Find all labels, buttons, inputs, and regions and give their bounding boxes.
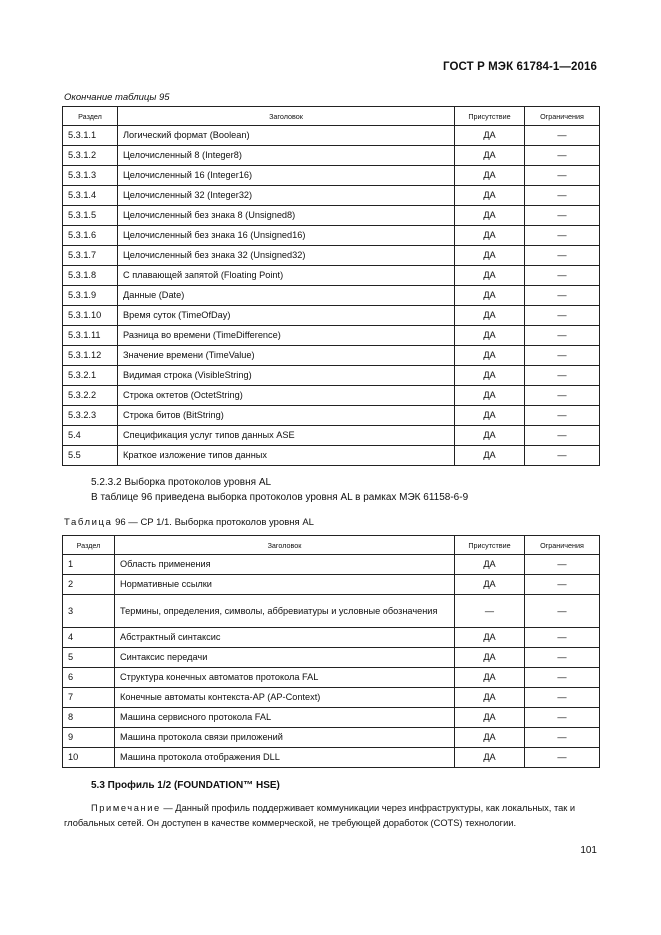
cell-title: Строка битов (BitString) bbox=[118, 406, 455, 426]
table-row bbox=[63, 206, 600, 226]
table-row bbox=[63, 406, 600, 426]
table-row bbox=[63, 426, 600, 446]
cell-presence: ДА bbox=[455, 146, 525, 166]
cell-title: Абстрактный синтаксис bbox=[115, 628, 455, 648]
cell-restrictions: — bbox=[525, 688, 600, 708]
cell-title: Видимая строка (VisibleString) bbox=[118, 366, 455, 386]
column-header-section: Раздел bbox=[63, 107, 118, 126]
cell-section: 5.3.2.1 bbox=[63, 366, 118, 386]
table-row bbox=[63, 595, 600, 628]
document-code-header: ГОСТ Р МЭК 61784-1—2016 bbox=[443, 61, 597, 73]
table-row bbox=[63, 628, 600, 648]
cell-section: 5.3.1.10 bbox=[63, 306, 118, 326]
cell-title: Время суток (TimeOfDay) bbox=[118, 306, 455, 326]
cell-restrictions: — bbox=[525, 226, 600, 246]
cell-section: 7 bbox=[63, 688, 115, 708]
table-row bbox=[63, 266, 600, 286]
cell-title: Нормативные ссылки bbox=[115, 575, 455, 595]
table-row bbox=[63, 648, 600, 668]
cell-title: Значение времени (TimeValue) bbox=[118, 346, 455, 366]
note-text: — Данный профиль поддерживает коммуникации через инфраструктуры, как локальных, так и глобальных сетей. Он доступен в качестве коммерческой, не требующей доработок (COTS) технологии. bbox=[64, 803, 576, 828]
note-label: Примечание bbox=[91, 803, 161, 813]
table-row bbox=[63, 366, 600, 386]
cell-restrictions: — bbox=[525, 668, 600, 688]
cell-section: 4 bbox=[63, 628, 115, 648]
cell-presence: ДА bbox=[455, 246, 525, 266]
cell-presence: ДА bbox=[455, 286, 525, 306]
cell-restrictions: — bbox=[525, 146, 600, 166]
cell-restrictions: — bbox=[525, 206, 600, 226]
cell-section: 2 bbox=[63, 575, 115, 595]
cell-restrictions: — bbox=[525, 446, 600, 466]
page-number: 101 bbox=[580, 845, 597, 856]
table-95-header-row bbox=[63, 107, 600, 126]
cell-restrictions: — bbox=[525, 628, 600, 648]
subsection-text: В таблице 96 приведена выборка протоколов уровня AL в рамках МЭК 61158-6-9 bbox=[91, 492, 469, 503]
cell-section: 5.3.1.9 bbox=[63, 286, 118, 306]
cell-section: 5.3.1.6 bbox=[63, 226, 118, 246]
table-96-caption-text: 96 — CP 1/1. Выборка протоколов уровня AL bbox=[112, 517, 314, 528]
cell-presence: ДА bbox=[455, 708, 525, 728]
table-row bbox=[63, 446, 600, 466]
cell-section: 10 bbox=[63, 748, 115, 768]
table-row bbox=[63, 555, 600, 575]
cell-section: 5.3.1.11 bbox=[63, 326, 118, 346]
column-header-section: Раздел bbox=[63, 536, 115, 555]
column-header-title: Заголовок bbox=[115, 536, 455, 555]
cell-restrictions: — bbox=[525, 555, 600, 575]
table-row bbox=[63, 226, 600, 246]
cell-presence: ДА bbox=[455, 386, 525, 406]
cell-section: 5.3.1.12 bbox=[63, 346, 118, 366]
cell-presence: ДА bbox=[455, 406, 525, 426]
cell-section: 5.3.1.7 bbox=[63, 246, 118, 266]
cell-presence: ДА bbox=[455, 206, 525, 226]
cell-restrictions: — bbox=[525, 346, 600, 366]
cell-title: Целочисленный без знака 16 (Unsigned16) bbox=[118, 226, 455, 246]
note-paragraph bbox=[64, 801, 599, 831]
cell-presence: ДА bbox=[455, 728, 525, 748]
cell-title: Целочисленный 32 (Integer32) bbox=[118, 186, 455, 206]
cell-restrictions: — bbox=[525, 386, 600, 406]
cell-restrictions: — bbox=[525, 366, 600, 386]
cell-title: Данные (Date) bbox=[118, 286, 455, 306]
table-row bbox=[63, 186, 600, 206]
cell-restrictions: — bbox=[525, 326, 600, 346]
table-row bbox=[63, 575, 600, 595]
cell-restrictions: — bbox=[525, 595, 600, 628]
cell-presence: ДА bbox=[455, 688, 525, 708]
table-row bbox=[63, 126, 600, 146]
cell-section: 9 bbox=[63, 728, 115, 748]
cell-presence: ДА bbox=[455, 266, 525, 286]
column-header-presence: Присутствие bbox=[455, 536, 525, 555]
cell-title: Целочисленный 8 (Integer8) bbox=[118, 146, 455, 166]
cell-restrictions: — bbox=[525, 748, 600, 768]
cell-title: Целочисленный 16 (Integer16) bbox=[118, 166, 455, 186]
subsection-heading-5-2-3-2: 5.2.3.2 Выборка протоколов уровня AL bbox=[91, 477, 272, 488]
cell-restrictions: — bbox=[525, 166, 600, 186]
cell-title: Машина протокола связи приложений bbox=[115, 728, 455, 748]
column-header-title: Заголовок bbox=[118, 107, 455, 126]
cell-section: 5 bbox=[63, 648, 115, 668]
cell-title: Конечные автоматы контекста-AP (AP-Context) bbox=[115, 688, 455, 708]
cell-title: Синтаксис передачи bbox=[115, 648, 455, 668]
cell-presence: — bbox=[455, 595, 525, 628]
cell-presence: ДА bbox=[455, 668, 525, 688]
table-row bbox=[63, 688, 600, 708]
table-row bbox=[63, 286, 600, 306]
cell-title: Область применения bbox=[115, 555, 455, 575]
cell-section: 3 bbox=[63, 595, 115, 628]
cell-title: Целочисленный без знака 8 (Unsigned8) bbox=[118, 206, 455, 226]
cell-title: Строка октетов (OctetString) bbox=[118, 386, 455, 406]
column-header-restrictions: Ограничения bbox=[525, 107, 600, 126]
table-row bbox=[63, 306, 600, 326]
cell-section: 5.5 bbox=[63, 446, 118, 466]
table-95-continuation-caption: Окончание таблицы 95 bbox=[64, 92, 170, 103]
cell-section: 5.3.1.2 bbox=[63, 146, 118, 166]
cell-restrictions: — bbox=[525, 406, 600, 426]
cell-presence: ДА bbox=[455, 748, 525, 768]
cell-title: Машина сервисного протокола FAL bbox=[115, 708, 455, 728]
cell-title: Структура конечных автоматов протокола FAL bbox=[115, 668, 455, 688]
cell-presence: ДА bbox=[455, 446, 525, 466]
table-row bbox=[63, 146, 600, 166]
table-96-caption-label: Таблица bbox=[64, 517, 113, 528]
table-96-caption bbox=[64, 517, 314, 528]
cell-section: 8 bbox=[63, 708, 115, 728]
cell-restrictions: — bbox=[525, 186, 600, 206]
table-96 bbox=[62, 535, 600, 768]
table-row bbox=[63, 668, 600, 688]
section-heading-5-3: 5.3 Профиль 1/2 (FOUNDATION™ HSE) bbox=[91, 780, 280, 791]
table-row bbox=[63, 708, 600, 728]
table-96-body bbox=[63, 555, 600, 768]
cell-section: 5.3.1.1 bbox=[63, 126, 118, 146]
cell-title: Спецификация услуг типов данных ASE bbox=[118, 426, 455, 446]
cell-section: 6 bbox=[63, 668, 115, 688]
cell-presence: ДА bbox=[455, 426, 525, 446]
table-row bbox=[63, 346, 600, 366]
cell-restrictions: — bbox=[525, 286, 600, 306]
cell-section: 5.3.1.5 bbox=[63, 206, 118, 226]
table-row bbox=[63, 166, 600, 186]
cell-title: С плавающей запятой (Floating Point) bbox=[118, 266, 455, 286]
cell-section: 5.3.1.8 bbox=[63, 266, 118, 286]
cell-presence: ДА bbox=[455, 366, 525, 386]
cell-presence: ДА bbox=[455, 555, 525, 575]
cell-section: 1 bbox=[63, 555, 115, 575]
cell-title: Термины, определения, символы, аббревиатуры и условные обозначения bbox=[115, 595, 455, 628]
cell-title: Машина протокола отображения DLL bbox=[115, 748, 455, 768]
cell-restrictions: — bbox=[525, 426, 600, 446]
table-row bbox=[63, 386, 600, 406]
cell-section: 5.4 bbox=[63, 426, 118, 446]
column-header-presence: Присутствие bbox=[455, 107, 525, 126]
cell-restrictions: — bbox=[525, 728, 600, 748]
cell-section: 5.3.1.3 bbox=[63, 166, 118, 186]
cell-restrictions: — bbox=[525, 575, 600, 595]
cell-section: 5.3.2.3 bbox=[63, 406, 118, 426]
cell-restrictions: — bbox=[525, 266, 600, 286]
table-row bbox=[63, 246, 600, 266]
cell-presence: ДА bbox=[455, 166, 525, 186]
cell-presence: ДА bbox=[455, 186, 525, 206]
table-row bbox=[63, 326, 600, 346]
cell-restrictions: — bbox=[525, 246, 600, 266]
cell-presence: ДА bbox=[455, 628, 525, 648]
cell-presence: ДА bbox=[455, 306, 525, 326]
cell-title: Целочисленный без знака 32 (Unsigned32) bbox=[118, 246, 455, 266]
cell-section: 5.3.2.2 bbox=[63, 386, 118, 406]
cell-presence: ДА bbox=[455, 126, 525, 146]
cell-title: Краткое изложение типов данных bbox=[118, 446, 455, 466]
cell-title: Логический формат (Boolean) bbox=[118, 126, 455, 146]
cell-restrictions: — bbox=[525, 126, 600, 146]
table-96-header-row bbox=[63, 536, 600, 555]
cell-restrictions: — bbox=[525, 306, 600, 326]
cell-presence: ДА bbox=[455, 346, 525, 366]
table-95-body bbox=[63, 126, 600, 466]
column-header-restrictions: Ограничения bbox=[525, 536, 600, 555]
cell-restrictions: — bbox=[525, 648, 600, 668]
cell-section: 5.3.1.4 bbox=[63, 186, 118, 206]
table-row bbox=[63, 728, 600, 748]
cell-presence: ДА bbox=[455, 575, 525, 595]
cell-presence: ДА bbox=[455, 648, 525, 668]
cell-presence: ДА bbox=[455, 226, 525, 246]
table-row bbox=[63, 748, 600, 768]
cell-presence: ДА bbox=[455, 326, 525, 346]
table-95 bbox=[62, 106, 600, 466]
cell-restrictions: — bbox=[525, 708, 600, 728]
cell-title: Разница во времени (TimeDifference) bbox=[118, 326, 455, 346]
